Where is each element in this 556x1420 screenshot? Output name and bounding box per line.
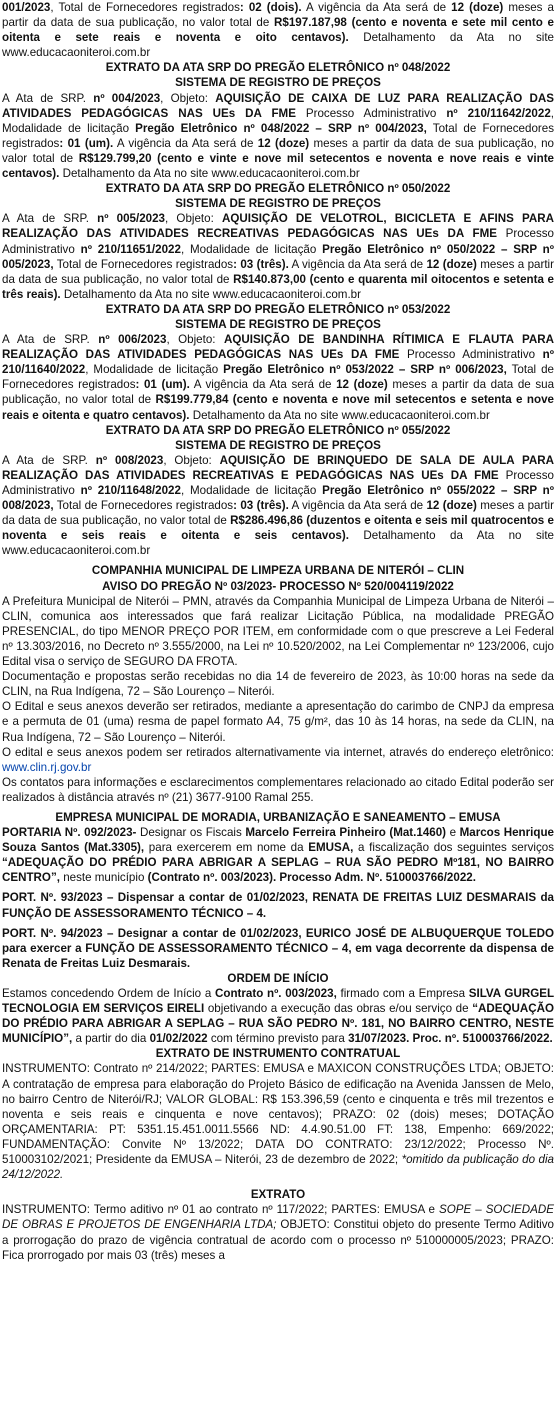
bold-text-run: R$129.799,20 (cento e vinte e nove mil setecentos e noventa e nove reais e vinte centavos). — [2, 151, 554, 181]
bold-text-run: 12 (doze) — [426, 257, 477, 271]
bold-text-run: PORTARIA Nº. 092/2023- — [2, 826, 137, 840]
text-run: Total de Fornecedores registrados — [53, 499, 234, 513]
bold-text-run: EXTRATO DA ATA SRP DO PREGÃO ELETRÔNICO nº 050/2022 — [105, 182, 451, 196]
section-heading — [2, 60, 554, 75]
text-run: Total de Fornecedores registrados — [53, 257, 234, 271]
text-run: A Prefeitura Municipal de Niterói – PMN, através da Companhia Municipal de Limpeza Urbana de Niterói – CLIN, comunica aos interessados que fará realizar Licitação Pública, na modalidade PREGÃO PRESENCIAL, do tipo MENOR PREÇO POR ITEM, em conformidade com o que prescreve a Lei Federal nº 13.303/2016, no Decreto nº 3.555/2000, na Lei nº 10.520/2002, na Lei Complementar nº 123/2006, cujo Edital visa o serviço de SEGURO DA FROTA. — [2, 594, 554, 669]
paragraph — [2, 745, 554, 775]
text-run: Detalhamento da Ata no site www.educacaoniteroi.com.br — [2, 31, 554, 60]
paragraph — [2, 594, 554, 669]
section-heading — [2, 1046, 554, 1061]
text-run: neste município — [59, 871, 148, 885]
paragraph — [2, 1061, 554, 1182]
text-run: com término previsto para — [207, 1032, 349, 1046]
text-run: A vigência da Ata será de — [113, 136, 258, 150]
section-heading — [2, 579, 554, 594]
text-run: , Objeto: — [166, 333, 225, 347]
bold-text-run: AQUISIÇÃO DE VELOTROL, BICICLETA E AFINS PARA REALIZAÇÃO DAS ATIVIDADES RECREATIVAS PEDAGÓGICAS NAS UEs DA FME — [2, 212, 554, 241]
text-run: O edital e seus anexos podem ser retirados alternativamente via internet, através do endereço eletrônico: — [2, 745, 554, 759]
bold-text-run: AQUISIÇÃO DE BANDINHA RÍTIMICA E FLAUTA PARA REALIZAÇÃO DAS ATIVIDADES PEDAGÓGICAS NAS UEs DA FME — [2, 333, 555, 362]
text-run: A Ata de SRP. — [2, 91, 94, 105]
bold-text-run: 12 (doze) — [451, 1, 504, 14]
text-run: Detalhamento da Ata no site www.educacaoniteroi.com.br — [60, 287, 361, 301]
bold-text-run: EMUSA, — [308, 841, 354, 855]
bold-text-run: R$286.496,86 (duzentos e oitenta e seis mil quatrocentos e noventa e seis reais e oitenta e seis centavos). — [2, 514, 554, 543]
bold-text-run: AQUISIÇÃO DE BRINQUEDO DE SALA DE AULA PARA REALIZAÇÃO DAS ATIVIDADES RECREATIVAS E PEDAGÓGICAS NAS UEs DA FME — [2, 453, 554, 482]
bold-text-run: AQUISIÇÃO DE CAIXA DE LUZ PARA REALIZAÇÃO DAS ATIVIDADES PEDAGÓGICAS NAS UEs DA FME — [2, 91, 554, 120]
bold-text-run: SISTEMA DE REGISTRO DE PREÇOS — [175, 197, 381, 211]
text-run: , Modalidade de licitação — [180, 484, 323, 497]
bold-text-run: COMPANHIA MUNICIPAL DE LIMPEZA URBANA DE NITERÓI – CLIN — [91, 564, 465, 578]
paragraph — [2, 332, 554, 423]
bold-text-run: Marcelo Ferreira Pinheiro (Mat.1460) — [245, 826, 447, 840]
bold-text-run: : 02 (dois). — [239, 1, 302, 14]
section-heading — [2, 563, 554, 578]
text-run: Detalhamento da Ata no site www.educacaoniteroi.com.br — [189, 408, 490, 422]
bold-text-run: “ADEQUAÇÃO DO PRÉDIO PARA ABRIGAR A SEPLAG – RUA SÃO PEDRO Nº. 181, NO BAIRRO CENTRO, NESTE MUNICÍPIO”, — [2, 1002, 554, 1046]
text-run: INSTRUMENTO: Termo aditivo nº 01 ao contrato nº 117/2022; PARTES: EMUSA e — [2, 1203, 440, 1217]
text-run: A vigência da Ata será de — [189, 378, 337, 392]
italic-text-run: SOPE – SOCIEDADE DE OBRAS E PROJETOS DE ENGENHARIA LTDA; — [2, 1203, 554, 1232]
italic-text-run: *omitido da publicação do dia 24/12/2022. — [2, 1153, 554, 1182]
bold-text-run: nº 008/2023 — [95, 453, 164, 467]
section-heading — [2, 75, 554, 90]
text-run: Detalhamento da Ata no site www.educacaoniteroi.com.br — [2, 529, 555, 558]
text-run: , Modalidade de licitação — [180, 242, 323, 256]
section-heading — [2, 302, 554, 317]
bold-text-run: SISTEMA DE REGISTRO DE PREÇOS — [175, 76, 381, 90]
text-run: , Objeto: — [163, 453, 220, 467]
text-run: Os contatos para informações e esclarecimentos complementares relacionado ao citado Edital poderão ser realizados à distância através nº (21) 3677-9100 Ramal 255. — [2, 775, 554, 804]
bold-text-run: EXTRATO — [250, 1188, 306, 1202]
bold-text-run: Contrato nº. 003/2023, — [214, 987, 337, 1000]
text-run: Total de Fornecedores registrados — [2, 121, 554, 150]
text-run: Processo Administrativo — [295, 106, 447, 120]
text-run: meses a partir da data de sua publicação, no valor total de — [2, 1, 554, 30]
bold-text-run: 12 (doze) — [336, 378, 388, 392]
bold-text-run: AVISO DO PREGÃO Nº 03/2023- PROCESSO Nº 520/004119/2022 — [102, 579, 454, 593]
text-run: meses a partir da data de sua publicação, no valor total de — [2, 499, 554, 528]
bold-text-run: 01/02/2022 — [149, 1032, 208, 1046]
bold-text-run: nº 210/11642/2022 — [446, 106, 551, 120]
text-run: , Total de Fornecedores registrados — [50, 1, 240, 14]
bold-text-run: nº 210/11648/2022 — [80, 484, 181, 497]
bold-text-run: : 03 (três). — [233, 499, 289, 513]
bold-text-run: : 01 (um). — [59, 136, 114, 150]
text-run: meses a partir da data de sua publicação, no valor total de — [2, 378, 555, 407]
bold-text-run: R$197.187,98 (cento e noventa e sete mil cento e oitenta e sete reais e noventa e oito centavos). — [2, 16, 554, 45]
text-run: INSTRUMENTO: Contrato nº 214/2022; PARTES: EMUSA e MAXICON CONSTRUÇÕES LTDA; OBJETO: A contratação de empresa para elaboração do Projeto Básico de edificação na Avenida Janssen de Melo, no bairro Centro de Niterói/RJ; VALOR GLOBAL: R$ 153.396,59 (cento e cinquenta e três mil trezentos e noventa e seis reais e cinquenta e nove centavos); PRAZO: 02 (dois) meses; DOTAÇÃO ORÇAMENTARIA: PT: 5351.15.451.0011.5566 ND: 4.4.90.51.00 FT: 138, Empenho: 669/2022; FUNDAMENTAÇÃO: Convite Nº 13/2022; DATA DO CONTRATO: 23/12/2022; Processo Nº. 510003102/2021; Presidente da EMUSA – Niterói, 23 de dezembro de 2022; — [2, 1062, 554, 1167]
text-run: e — [446, 826, 460, 840]
text-run: , Modalidade de licitação — [2, 106, 554, 135]
bold-text-run: Pregão Eletrônico nº 055/2022 – SRP nº 008/2023, — [2, 484, 555, 513]
section-heading — [2, 438, 554, 453]
paragraph — [2, 890, 554, 920]
text-run: a partir do dia — [72, 1032, 150, 1046]
paragraph — [2, 926, 554, 971]
bold-text-run: EMPRESA MUNICIPAL DE MORADIA, URBANIZAÇÃO E SANEAMENTO – EMUSA — [55, 810, 501, 824]
bold-text-run: nº 004/2023 — [93, 91, 161, 105]
paragraph — [2, 91, 554, 182]
section-heading — [2, 810, 554, 825]
bold-text-run: EXTRATO DA ATA SRP DO PREGÃO ELETRÔNICO nº 048/2022 — [105, 61, 451, 75]
text-run: O Edital e seus anexos deverão ser retirados, mediante a apresentação do carimbo de CNPJ da empresa e a permuta de 01 (uma) resma de papel formato A4, 75 g/m², das 10 às 14 horas, na sede da CLIN, na Rua Indígena, 72 – São Lourenço – Niterói. — [2, 700, 554, 744]
bold-text-run: Marcos Henrique Souza Santos (Mat.3305), — [2, 826, 554, 855]
bold-text-run: SILVA GURGEL TECNOLOGIA EM SERVIÇOS EIRELI — [2, 987, 555, 1016]
text-run: A vigência da Ata será de — [288, 257, 427, 271]
bold-text-run: SISTEMA DE REGISTRO DE PREÇOS — [175, 317, 381, 331]
text-run: meses a partir da data de sua publicação, no valor total de — [2, 257, 554, 286]
paragraph — [2, 0, 554, 60]
paragraph — [2, 986, 554, 1046]
section-heading — [2, 423, 554, 438]
paragraph — [2, 453, 554, 559]
bold-text-run: PORT. Nº. 93/2023 – Dispensar a contar de 01/02/2023, RENATA DE FREITAS LUIZ DESMARAIS da FUNÇÃO DE ASSESSORAMENTO TÉCNICO – 4. — [2, 891, 554, 920]
bold-text-run: EXTRATO DA ATA SRP DO PREGÃO ELETRÔNICO nº 053/2022 — [105, 302, 451, 316]
bold-text-run: PORT. Nº. 94/2023 – Designar a contar de 01/02/2023, EURICO JOSÉ DE ALBUQUERQUE TOLEDO para exercer a FUNÇÃO DE ASSESSORAMENTO TÉCNICO – 4, em vaga decorrente da dispensa de Renata de Freitas Luiz Desmarais. — [2, 926, 554, 970]
bold-text-run: 001/2023 — [2, 1, 51, 14]
paragraph — [2, 669, 554, 699]
bold-text-run: : 03 (três). — [233, 257, 289, 271]
section-heading — [2, 181, 554, 196]
bold-text-run: “ADEQUAÇÃO DO PRÉDIO PARA ABRIGAR A SEPLAG – RUA SÃO PEDRO Mº181, NO BAIRRO CENTRO”, — [2, 856, 554, 885]
bold-text-run: 12 (doze) — [257, 136, 310, 150]
paragraph — [2, 211, 554, 302]
bold-text-run: nº 005/2023 — [97, 212, 165, 226]
section-heading — [2, 196, 554, 211]
bold-text-run: : 01 (um). — [135, 378, 190, 392]
paragraph — [2, 775, 554, 805]
text-run: Detalhamento da Ata no site www.educacaoniteroi.com.br — [59, 167, 360, 181]
text-run: objetivando a execução das obras e/ou serviço de — [204, 1002, 473, 1016]
section-heading — [2, 1187, 554, 1202]
text-run: , Objeto: — [165, 212, 223, 226]
text-run: a fiscalização dos seguintes serviços — [353, 841, 554, 855]
text-run: Designar os Fiscais — [136, 826, 246, 840]
bold-text-run: EXTRATO DA ATA SRP DO PREGÃO ELETRÔNICO nº 055/2022 — [105, 423, 451, 437]
text-run: meses a partir da data de sua publicação, no valor total de — [2, 136, 554, 165]
bold-text-run: Pregão Eletrônico nº 053/2022 – SRP nº 006/2023, — [223, 363, 507, 377]
text-run: Total de Fornecedores registrados — [2, 363, 554, 392]
website-link[interactable]: www.clin.rj.gov.br — [2, 760, 92, 774]
bold-text-run: SISTEMA DE REGISTRO DE PREÇOS — [175, 438, 381, 452]
text-run: A Ata de SRP. — [2, 333, 99, 347]
text-run: Estamos concedendo Ordem de Início a — [2, 987, 215, 1000]
text-run: A vigência da Ata será de — [288, 499, 427, 513]
text-run: A Ata de SRP. — [2, 453, 96, 467]
text-run: Processo Administrativo — [2, 227, 554, 256]
bold-text-run: EXTRATO DE INSTRUMENTO CONTRATUAL — [155, 1047, 401, 1061]
bold-text-run: 12 (doze) — [426, 499, 477, 513]
bold-text-run: nº 210/11651/2022 — [80, 242, 181, 256]
bold-text-run: R$199.779,84 (cento e noventa e nove mil setecentos e setenta e nove reais e oitenta e quatro centavos). — [2, 393, 554, 422]
text-run: OBJETO: Constitui objeto do presente Termo Aditivo a prorrogação do prazo de vigência contratual de acordo com o processo nº 510000005/2023; PRAZO: Fica prorrogado por mais 03 (três) meses a — [2, 1218, 554, 1262]
paragraph — [2, 1202, 554, 1262]
text-run: , Objeto: — [160, 91, 216, 105]
text-run: Processo Administrativo — [399, 348, 543, 362]
bold-text-run: R$140.873,00 (cento e quarenta mil oitocentos e setenta e três reais). — [2, 272, 555, 301]
text-run: Documentação e propostas serão recebidas no dia 14 de fevereiro de 2023, às 10:00 horas na sede da CLIN, na Rua Indígena, 72 – São Lourenço – Niterói. — [2, 670, 554, 699]
text-run: A vigência da Ata será de — [301, 1, 452, 14]
paragraph — [2, 825, 554, 885]
text-run: , Modalidade de licitação — [85, 363, 224, 377]
text-run: firmado com a Empresa — [336, 987, 469, 1000]
section-heading — [2, 971, 554, 986]
bold-text-run: 31/07/2023. Proc. nº. 510003766/2022. — [348, 1032, 553, 1046]
paragraph — [2, 699, 554, 744]
bold-text-run: ORDEM DE INÍCIO — [227, 971, 329, 985]
text-run: Processo Administrativo — [2, 468, 554, 497]
bold-text-run: (Contrato nº. 003/2023). Processo Adm. Nº. 510003766/2022. — [147, 871, 476, 885]
section-heading — [2, 317, 554, 332]
text-run: A Ata de SRP. — [2, 212, 98, 226]
bold-text-run: nº 210/11640/2022 — [2, 348, 554, 377]
bold-text-run: Pregão Eletrônico nº 050/2022 – SRP nº 005/2023, — [2, 242, 555, 271]
text-run: para exercerem em nome da — [144, 841, 309, 855]
bold-text-run: nº 006/2023 — [98, 333, 167, 347]
bold-text-run: Pregão Eletrônico nº 048/2022 – SRP nº 004/2023, — [135, 121, 427, 135]
